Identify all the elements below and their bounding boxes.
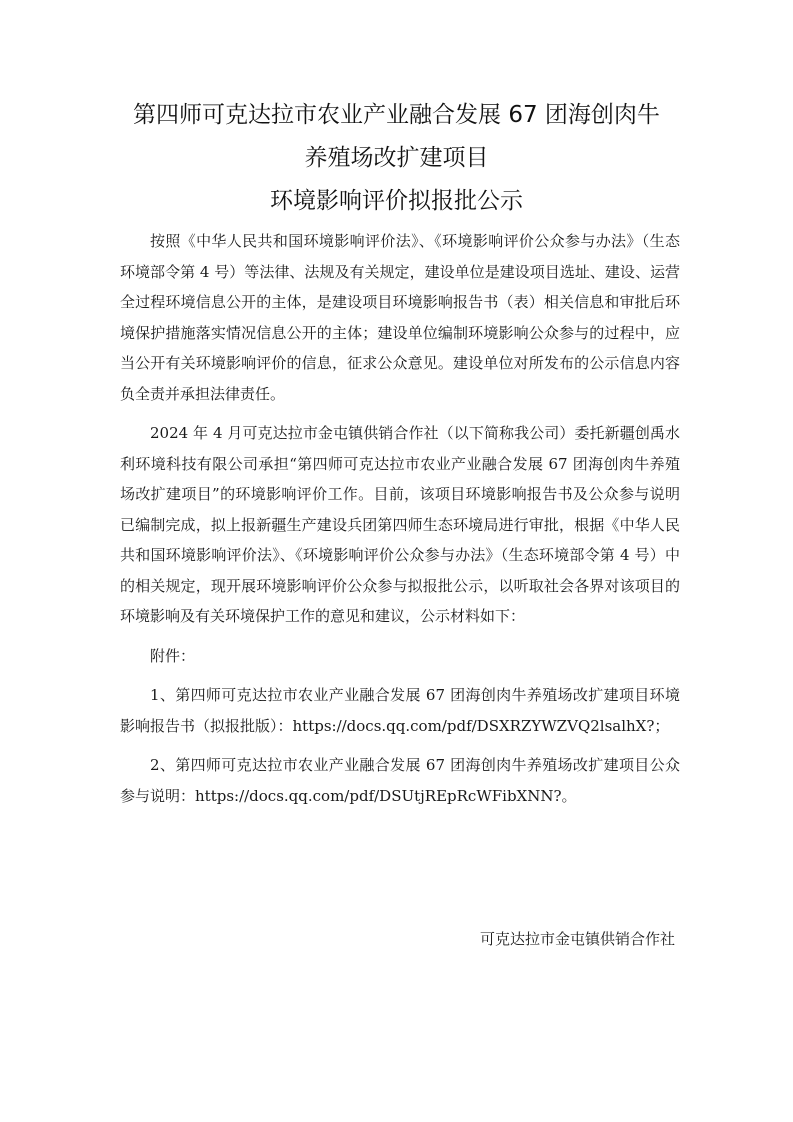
title-line-2: 养殖场改扩建项目 bbox=[304, 145, 489, 171]
title-line-1: 第四师可克达拉市农业产业融合发展 67 团海创肉牛 bbox=[133, 102, 660, 128]
attachments-label: 附件： bbox=[150, 646, 196, 665]
attachment-item-1: 1、第四师可克达拉市农业产业融合发展 67 团海创肉牛养殖场改扩建项目环境影响报告书（拟报批版）：https://docs.qq.com/pdf/DSXRZYWZVQ2lsalhX?； bbox=[120, 686, 680, 735]
title-line-3: 环境影响评价拟报批公示 bbox=[270, 188, 523, 214]
document-body bbox=[120, 226, 680, 811]
paragraph-legal-basis: 按照《中华人民共和国环境影响评价法》、《环境影响评价公众参与办法》（生态环境部令第 4 号）等法律、法规及有关规定，建设单位是建设项目选址、建设、运营全过程环境信息公开的主体，是建设项目环境影响报告书（表）相关信息和审批后环境保护措施落实情况信息公开的主体；建设单位编制环境影响公众参与的过程中，应当公开有关环境影响评价的信息，征求公众意见。建设单位对所发布的公示信息内容负全责并承担法律责任。 bbox=[120, 232, 680, 403]
paragraph-project-description: 2024 年 4 月可克达拉市金屯镇供销合作社（以下简称我公司）委托新疆创禹水利环境科技有限公司承担“第四师可克达拉市农业产业融合发展 67 团海创肉牛养殖场改扩建项目”的环境影响评价工作。目前，该项目环境影响报告书及公众参与说明已编制完成，拟上报新疆生产建设兵团第四师生态环境局进行审批，根据《中华人民共和国环境影响评价法》、《环境影响评价公众参与办法》（生态环境部令第 4 号）中的相关规定，现开展环境影响评价公众参与拟报批公示，以听取社会各界对该项目的环境影响及有关环境保护工作的意见和建议，公示材料如下： bbox=[120, 424, 680, 625]
signature-organization: 可克达拉市金屯镇供销合作社 bbox=[479, 930, 675, 948]
attachment-item-2: 2、第四师可克达拉市农业产业融合发展 67 团海创肉牛养殖场改扩建项目公众参与说明：https://docs.qq.com/pdf/DSUtjREpRcWFibXNN?。 bbox=[120, 756, 680, 805]
